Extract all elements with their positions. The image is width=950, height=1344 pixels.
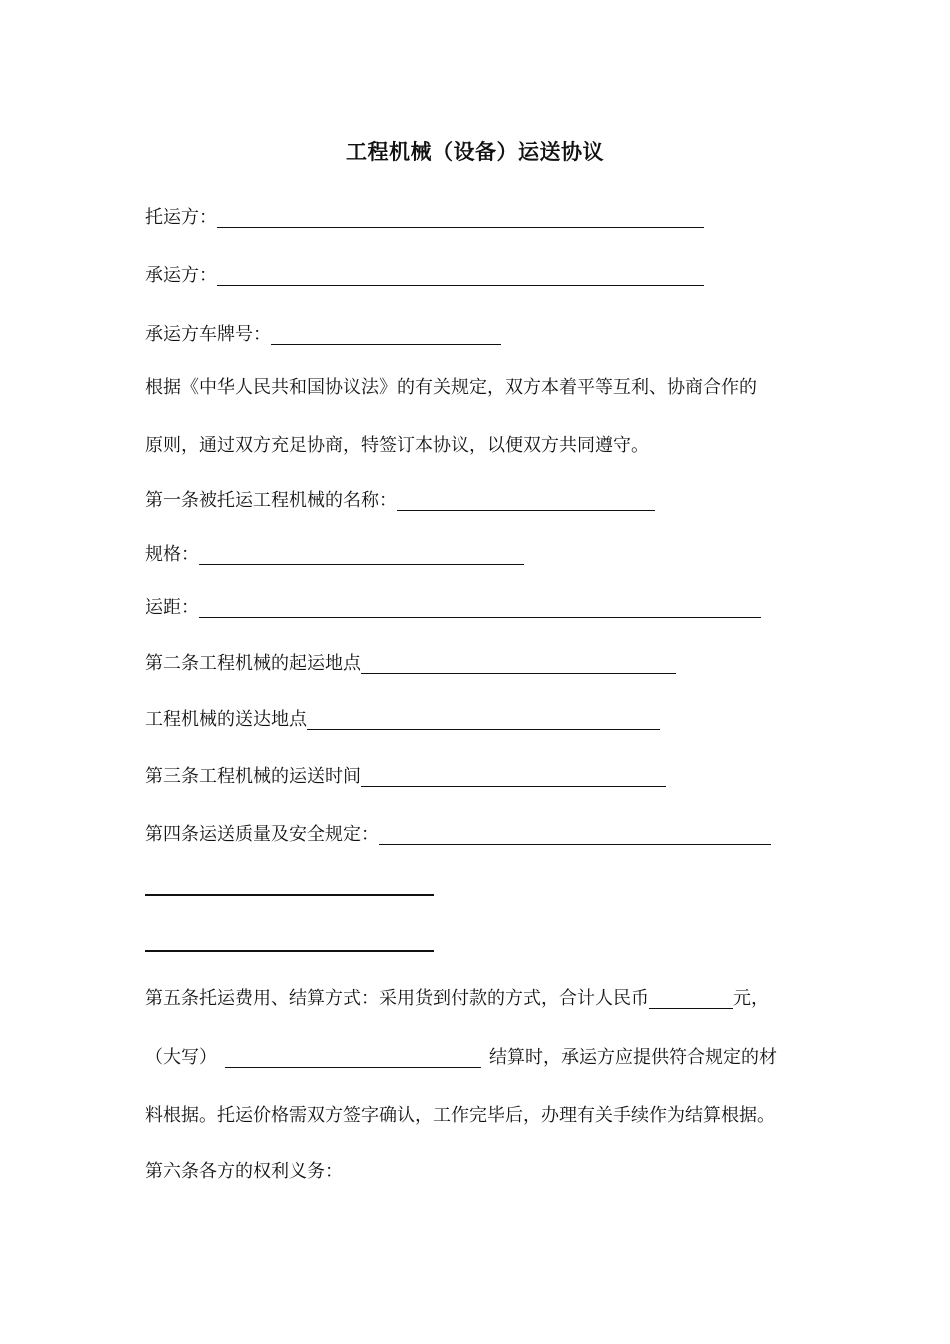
plate-field[interactable] xyxy=(271,324,501,345)
article-1-label: 第一条被托运工程机械的名称： xyxy=(145,490,397,511)
article-5-text-c: 结算时，承运方应提供符合规定的材 xyxy=(489,1047,777,1068)
capital-amount-field[interactable] xyxy=(225,1047,481,1068)
article-1-line xyxy=(145,489,655,513)
article-5-line-3 xyxy=(145,1104,775,1128)
article-6-label: 第六条各方的权利义务： xyxy=(145,1161,343,1182)
carrier-label: 承运方： xyxy=(145,265,217,286)
plate-label: 承运方车牌号： xyxy=(145,324,271,345)
document-title: 工程机械（设备）运送协议 xyxy=(346,139,604,164)
article-3-line xyxy=(145,765,666,789)
plate-line xyxy=(145,323,501,347)
machine-name-field[interactable] xyxy=(397,490,655,511)
shipper-label: 托运方： xyxy=(145,207,217,228)
article-4-line xyxy=(145,823,771,847)
safety-rules-field[interactable] xyxy=(379,824,771,845)
intro-line-1 xyxy=(145,376,757,400)
article-2-label: 第二条工程机械的起运地点 xyxy=(145,653,361,674)
article-2-line xyxy=(145,652,676,676)
destination-label: 工程机械的送达地点 xyxy=(145,709,307,730)
article-5-text-b: 元， xyxy=(733,988,769,1009)
article-5-line-2 xyxy=(145,1046,777,1070)
distance-label: 运距： xyxy=(145,597,199,618)
distance-field[interactable] xyxy=(199,597,761,618)
safety-rules-blank-line-1[interactable] xyxy=(145,894,434,896)
article-4-label: 第四条运送质量及安全规定： xyxy=(145,824,379,845)
intro-text-1: 根据《中华人民共和国协议法》的有关规定，双方本着平等互利、协商合作的 xyxy=(145,377,757,398)
safety-rules-blank-line-2[interactable] xyxy=(145,950,434,952)
spec-line xyxy=(145,543,524,567)
origin-field[interactable] xyxy=(361,653,676,674)
carrier-line xyxy=(145,264,704,288)
time-field[interactable] xyxy=(361,766,666,787)
intro-line-2 xyxy=(145,434,649,458)
article-5-line-1 xyxy=(145,987,769,1011)
amount-field[interactable] xyxy=(649,988,733,1009)
destination-line xyxy=(145,708,660,732)
spec-field[interactable] xyxy=(199,544,524,565)
intro-text-2: 原则，通过双方充足协商，特签订本协议，以便双方共同遵守。 xyxy=(145,435,649,456)
article-5-text-d: 料根据。托运价格需双方签字确认，工作完毕后，办理有关手续作为结算根据。 xyxy=(145,1105,775,1126)
shipper-line xyxy=(145,206,704,230)
article-6-line xyxy=(145,1160,343,1184)
capital-amount-label: （大写） xyxy=(145,1047,217,1068)
shipper-field[interactable] xyxy=(217,207,704,228)
article-5-text-a: 第五条托运费用、结算方式：采用货到付款的方式，合计人民币 xyxy=(145,988,649,1009)
carrier-field[interactable] xyxy=(217,265,704,286)
distance-line xyxy=(145,596,761,620)
article-3-label: 第三条工程机械的运送时间 xyxy=(145,766,361,787)
destination-field[interactable] xyxy=(307,709,660,730)
spec-label: 规格： xyxy=(145,544,199,565)
